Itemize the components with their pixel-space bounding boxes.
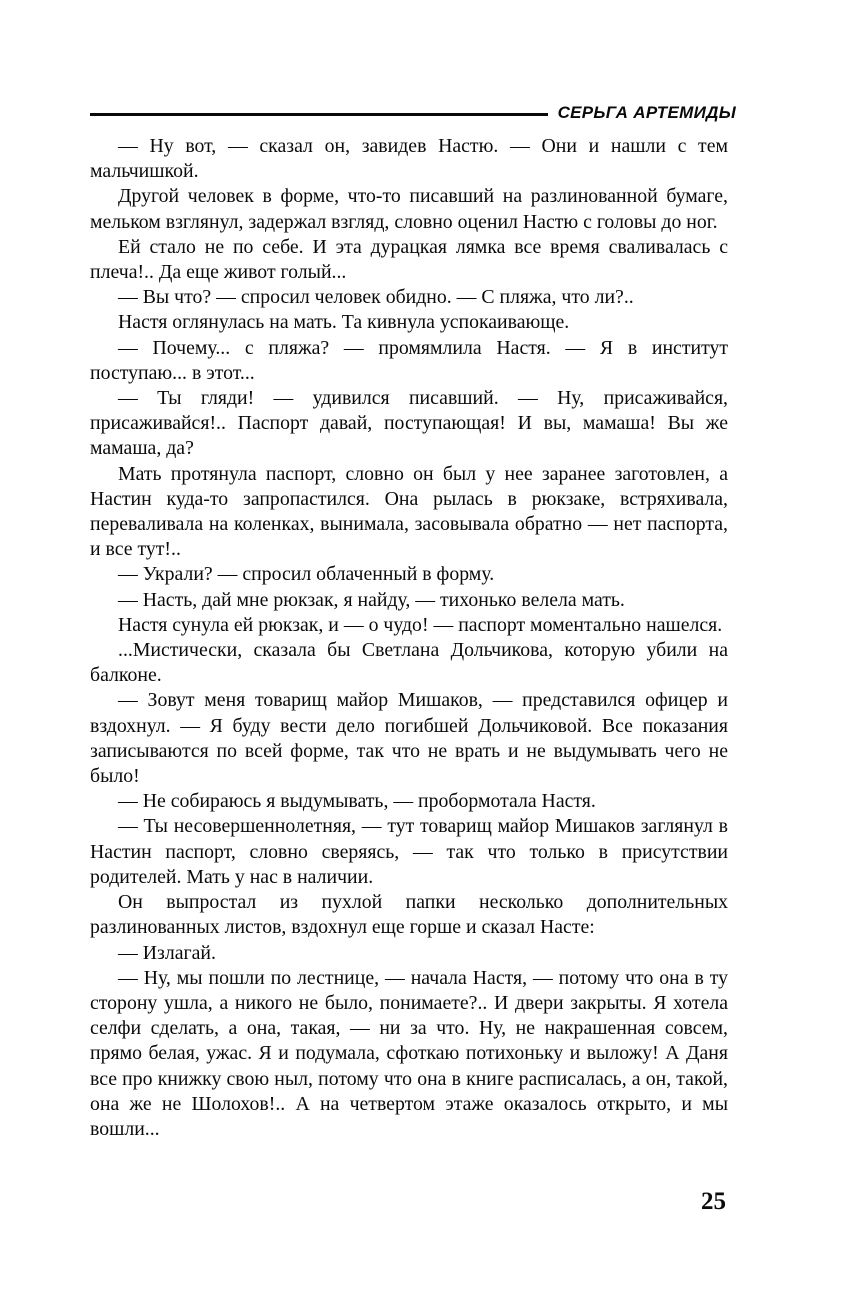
running-title: СЕРЬГА АРТЕМИДЫ [557,103,736,122]
paragraph: — Ты несовершеннолетняя, — тут товарищ майор Мишаков заглянул в Настин паспорт, словно сверяясь, — так что только в присутствии родителей. Мать у нас в наличии. [90,815,728,888]
paragraph: Другой человек в форме, что-то писавший на разлинованной бумаге, мельком взглянул, задержал взгляд, словно оценил Настю с головы до ног. [90,185,728,233]
paragraph: — Насть, дай мне рюкзак, я найду, — тихонько велела мать. [118,588,625,611]
paragraph: Он выпростал из пухлой папки несколько дополнительных разлинованных листов, вздохнул еще горше и сказал Насте: [90,891,728,939]
paragraph: — Ну, мы пошли по лестнице, — начала Настя, — потому что она в ту сторону ушла, а никого не было, понимаете?.. И двери закрыты. Я хотела селфи сделать, а она, такая, — ни за что. Ну, не накрашенная совсем, прямо белая, ужас. Я и подумала, сфоткаю потихоньку и выложу! А Даня все про книжку свою ныл, потому что она в книге расписалась, а он, такой, она же не Шолохов!.. А на четвертом этаже оказалось открыто, и мы вошли... [90,966,728,1140]
paragraph: — Ну вот, — сказал он, завидев Настю. — Они и нашли с тем мальчишкой. [90,135,728,183]
paragraph: Настя сунула ей рюкзак, и — о чудо! — паспорт моментально нашелся. [118,613,723,636]
paragraph: — Зовут меня товарищ майор Мишаков, — представился офицер и вздохнул. — Я буду вести дело погибшей Дольчиковой. Все показания записываются по всей форме, так что не врать и не выдумывать чего не было! [90,689,728,788]
paragraph: — Не собираюсь я выдумывать, — пробормотала Настя. [118,790,596,813]
paragraph: — Украли? — спросил облаченный в форму. [118,563,495,586]
page-number: 25 [695,1187,726,1216]
paragraph: — Излагай. [118,941,216,964]
paragraph: — Почему... с пляжа? — промямлила Настя. — Я в институт поступаю... в этот... [90,336,728,384]
page-text [90,134,728,1142]
paragraph: Мать протянула паспорт, словно он был у нее заранее заготовлен, а Настин куда-то запропастился. Она рылась в рюкзаке, встряхивала, переваливала на коленках, вынимала, засовывала обратно — нет паспорта, и все тут!.. [90,462,728,561]
running-header [90,103,736,123]
paragraph: ...Мистически, сказала бы Светлана Дольчикова, которую убили на балконе. [90,639,728,687]
header-rule [90,113,548,116]
paragraph: Ей стало не по себе. И эта дурацкая лямка все время сваливалась с плеча!.. Да еще живот голый... [90,235,728,284]
paragraph: — Ты гляди! — удивился писавший. — Ну, присаживайся, присаживайся!.. Паспорт давай, поступающая! И вы, мамаша! Вы же мамаша, да? [90,387,728,460]
paragraph: Настя оглянулась на мать. Та кивнула успокаивающе. [118,311,570,334]
paragraph: — Вы что? — спросил человек обидно. — С пляжа, что ли?.. [118,286,634,309]
